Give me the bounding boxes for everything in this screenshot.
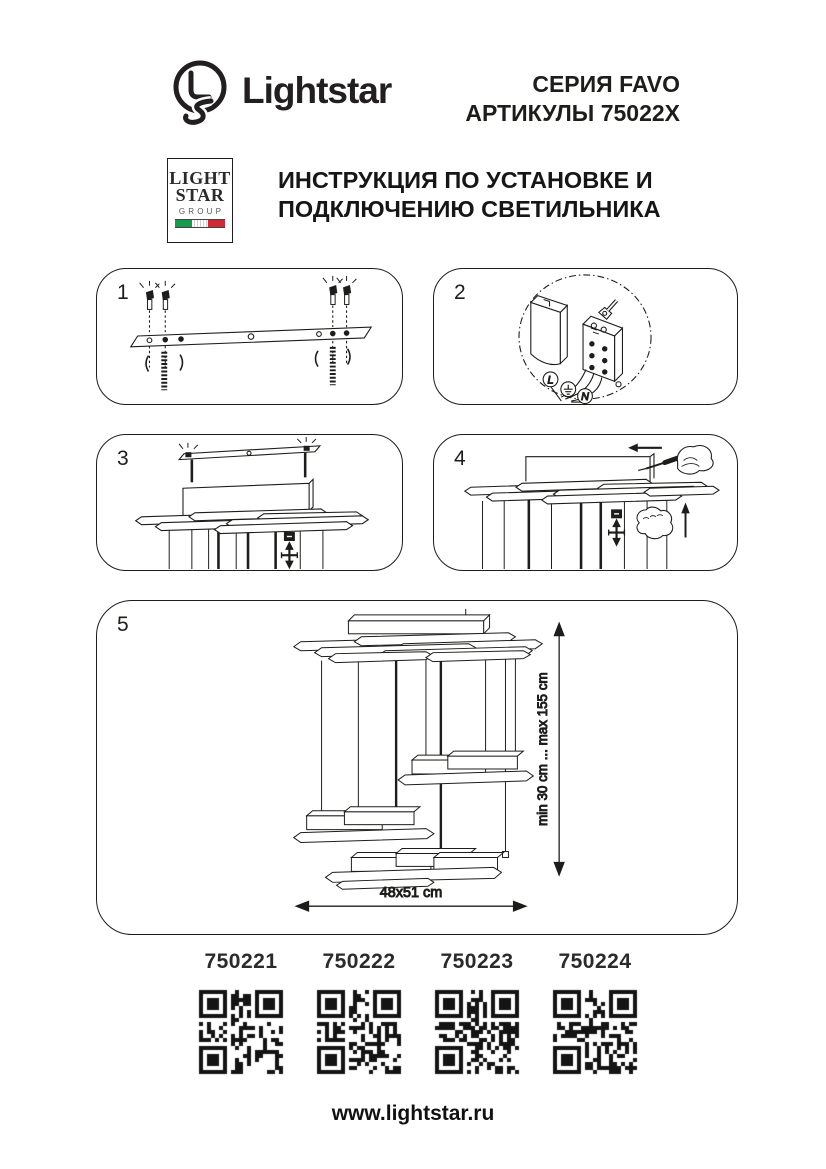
step4-diagram-cable-adjustment — [434, 435, 737, 570]
mounting-bracket-bar — [131, 327, 371, 347]
qr-code — [551, 988, 639, 1076]
qr-code — [197, 988, 285, 1076]
qr-code — [315, 988, 403, 1076]
lightstar-logo — [168, 56, 391, 142]
terminal-cover-plate — [531, 296, 567, 365]
step1-number: 1 — [117, 281, 129, 304]
group-logo-word1: LIGHT — [169, 168, 231, 188]
slide-arrow-left — [629, 444, 637, 451]
middle-module-cluster — [294, 807, 434, 843]
canopy-box — [348, 615, 489, 634]
supply-wires — [551, 370, 602, 403]
step3-number: 3 — [117, 447, 129, 470]
height-dimension — [535, 623, 564, 875]
article-code: 750224 — [558, 950, 632, 973]
step3-diagram-canopy-mounting — [97, 435, 402, 570]
line-wire-label: L — [547, 374, 554, 387]
width-dimension — [296, 885, 527, 911]
step5-number: 5 — [117, 613, 129, 636]
hex-panel-cluster — [136, 509, 369, 534]
group-logo-word3: GROUP — [178, 207, 225, 216]
terminal-block — [583, 301, 622, 387]
flag-white — [192, 220, 209, 227]
article-block-750222 — [299, 950, 419, 1076]
step1-diagram-mounting-bracket — [97, 269, 402, 404]
series-articles: АРТИКУЛЫ 75022X — [465, 100, 680, 126]
screws — [140, 276, 357, 310]
qr-code — [433, 988, 521, 1076]
article-block-750224 — [535, 950, 655, 1076]
document-title — [278, 166, 661, 224]
lower-module-cluster — [326, 849, 509, 890]
cable-adjuster-icon — [282, 533, 298, 568]
cable-adjuster-icon — [609, 510, 625, 545]
canopy-box — [526, 454, 654, 482]
step2-number: 2 — [454, 281, 466, 304]
series-block — [465, 70, 680, 128]
step1-panel — [96, 268, 403, 405]
hex-panel-cluster — [465, 479, 719, 504]
step5-panel — [96, 600, 738, 935]
group-logo-word2: STAR — [175, 185, 225, 205]
lightstar-group-logo — [167, 158, 233, 243]
article-code: 750222 — [322, 950, 396, 973]
wall-anchors — [146, 349, 350, 372]
article-code: 750221 — [204, 950, 278, 973]
hand-gripping-cable — [637, 507, 673, 539]
step4-panel — [433, 434, 738, 571]
step2-diagram-wiring — [434, 269, 737, 404]
series-name: СЕРИЯ FAVO — [532, 71, 680, 97]
brand-wordmark: Lightstar — [242, 70, 392, 111]
pull-up-arrow — [682, 504, 689, 538]
article-block-750223 — [417, 950, 537, 1076]
step2-panel — [433, 268, 738, 405]
top-panel-cluster — [294, 633, 543, 663]
lightbulb-logo-icon — [168, 56, 232, 142]
impact-burst-marks — [140, 276, 357, 288]
step5-diagram-final-fixture — [97, 601, 737, 934]
flag-red — [208, 220, 225, 227]
flag-green — [175, 220, 192, 227]
step4-number: 4 — [454, 447, 466, 470]
title-line1: ИНСТРУКЦИЯ ПО УСТАНОВКЕ И — [278, 167, 653, 193]
threaded-rods — [164, 347, 333, 390]
height-range-label: min 30 cm ... max 155 cm — [535, 672, 551, 826]
neutral-wire-label: N — [581, 391, 589, 404]
upper-module-cluster — [398, 751, 533, 785]
title-line2: ПОДКЛЮЧЕНИЮ СВЕТИЛЬНИКА — [278, 196, 661, 222]
hand-with-screwdriver — [629, 444, 713, 474]
website-url: www.lightstar.ru — [331, 1102, 495, 1125]
italian-flag-bar — [175, 219, 225, 228]
article-block-750221 — [181, 950, 301, 1076]
article-code: 750223 — [440, 950, 514, 973]
footprint-label: 48x51 cm — [379, 885, 443, 902]
ceiling-bracket — [179, 437, 320, 482]
step3-panel — [96, 434, 403, 571]
